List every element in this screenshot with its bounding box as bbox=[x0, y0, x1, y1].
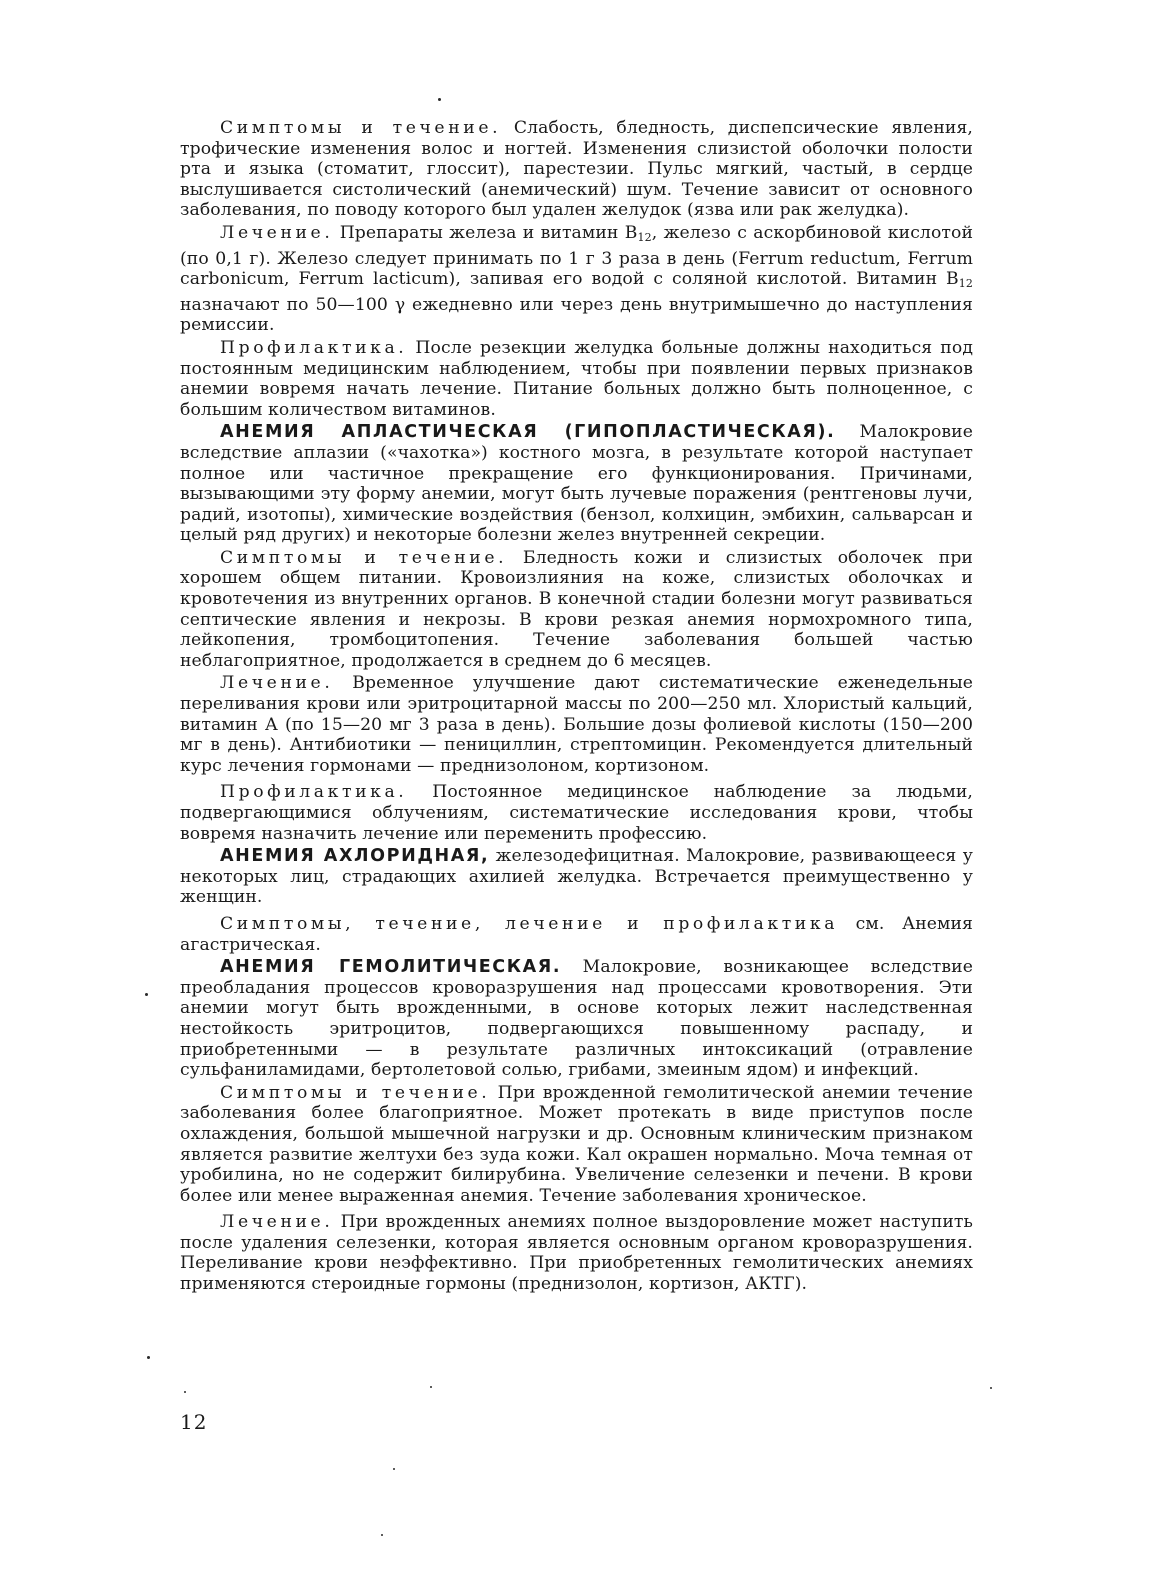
paragraph-symptoms-hemolytic bbox=[180, 1083, 973, 1207]
paragraph-lead: Лечение. bbox=[220, 1212, 334, 1233]
paragraph-prophylaxis-agastric bbox=[180, 338, 973, 420]
entry-heading: АНЕМИЯ ГЕМОЛИТИЧЕСКАЯ. bbox=[220, 957, 562, 978]
scan-speck bbox=[990, 1387, 992, 1389]
paragraph-body: Слабость, бледность, диспепсические явления, трофические изменения волос и ногтей. Изменения слизистой оболочки полости рта и языка (стоматит, глоссит), парестезии. Пульс мягкий, частый, в сердце выслушивается систолический (анемический) шум. Течение зависит от основного заболевания, по поводу которого был удален желудок (язва или рак желудка). bbox=[180, 118, 973, 221]
paragraph-body: , железо с аскорбиновой кислотой (по 0,1 г). Железо следует принимать по 1 г 3 раза в день (Ferrum reductum, Ferrum carbonicum, Ferrum lacticum), запивая его водой с соляной кислотой. Витамин B bbox=[180, 222, 974, 290]
subscript: 12 bbox=[637, 230, 652, 244]
paragraph-see-also-achloric bbox=[180, 914, 973, 955]
paragraph-body: назначают по 50—100 γ ежедневно или через день внутримышечно до наступления ремиссии. bbox=[180, 294, 973, 336]
scan-speck bbox=[147, 1356, 150, 1359]
paragraph-body: Препараты железа и витамин B bbox=[333, 222, 638, 243]
scan-speck bbox=[381, 1534, 383, 1536]
paragraph-body: Постоянное медицинское наблюдение за людьми, подвергающимися облучениям, систематические исследования крови, чтобы вовремя назначить лечение или переменить профессию. bbox=[180, 782, 973, 844]
paragraph-treatment-aplastic bbox=[180, 673, 973, 776]
paragraph-treatment-agastric bbox=[180, 223, 973, 336]
paragraph-lead: Профилактика. bbox=[220, 782, 408, 803]
paragraph-symptoms-aplastic bbox=[180, 548, 973, 672]
paragraph-lead: Симптомы и течение. bbox=[220, 547, 508, 568]
paragraph-lead: Лечение. bbox=[220, 222, 334, 243]
paragraph-body: Бледность кожи и слизистых оболочек при хорошем общем питании. Кровоизлияния на коже, слизистых оболочках и кровотечения из внутренних органов. В конечной стадии болезни могут развиваться септические явления и некрозы. В крови резкая анемия нормохромного типа, лейкопения, тромбоцитопения. Течение заболевания большей частью неблагоприятное, продолжается в среднем до 6 месяцев. bbox=[180, 547, 973, 671]
paragraph-lead: Лечение. bbox=[220, 673, 334, 694]
entry-hemolytic-anemia bbox=[180, 957, 973, 1081]
subscript: 12 bbox=[958, 277, 973, 291]
entry-heading: АНЕМИЯ АХЛОРИДНАЯ, bbox=[220, 846, 490, 867]
paragraph-treatment-hemolytic bbox=[180, 1212, 973, 1294]
paragraph-lead: Профилактика. bbox=[220, 337, 408, 358]
paragraph-symptoms-agastric bbox=[180, 118, 973, 221]
paragraph-body: При врожденных анемиях полное выздоровление может наступить после удаления селезенки, которая является основным органом кроворазрушения. Переливание крови неэффективно. При приобретенных гемолитических анемиях применяются стероидные гормоны (преднизолон, кортизон, АКТГ). bbox=[180, 1212, 973, 1295]
entry-aplastic-anemia bbox=[180, 422, 973, 546]
scan-speck bbox=[145, 993, 148, 996]
scan-speck bbox=[430, 1386, 432, 1388]
entry-achloric-anemia bbox=[180, 846, 973, 908]
paragraph-body: При врожденной гемолитической анемии течение заболевания более благоприятное. Может протекать в виде приступов после охлаждения, большой мышечной нагрузки и др. Основным клиническим признаком является развитие желтухи без зуда кожи. Кал окрашен нормально. Моча темная от уробилина, но не содержит билирубина. Увеличение селезенки и печени. В крови более или менее выраженная анемия. Течение заболевания хроническое. bbox=[180, 1082, 973, 1206]
paragraph-lead: Симптомы и течение. bbox=[220, 118, 502, 138]
page-number: 12 bbox=[180, 1410, 208, 1434]
entry-heading: АНЕМИЯ АПЛАСТИЧЕСКАЯ (ГИПОПЛАСТИЧЕСКАЯ). bbox=[220, 422, 836, 443]
paragraph-lead: Симптомы, течение, лечение и профилактика bbox=[220, 913, 839, 934]
scan-speck bbox=[184, 1391, 186, 1393]
paragraph-lead: Симптомы и течение. bbox=[220, 1082, 491, 1103]
text-column bbox=[180, 118, 973, 1297]
paragraph-prophylaxis-aplastic bbox=[180, 782, 973, 844]
paragraph-body: Временное улучшение дают систематические еженедельные переливания крови или эритроцитарной массы по 200—250 мл. Хлористый кальций, витамин А (по 15—20 мг 3 раза в день). Большие дозы фолиевой кислоты (150—200 мг в день). Антибиотики — пенициллин, стрептомицин. Рекомендуется длительный курс лечения гормонами — преднизолоном, кортизоном. bbox=[180, 673, 973, 776]
paragraph-body: железодефицитная. Малокровие, развивающееся у некоторых лиц, страдающих ахилией желудка. Встречается преимущественно у женщин. bbox=[180, 846, 973, 908]
paragraph-body: Малокровие, возникающее вследствие преобладания процессов кроворазрушения над процессами кровотворения. Эти анемии могут быть врожденными, в основе которых лежит наследственная нестойкость эритроцитов, подвергающихся повышенному распаду, и приобретенными — в результате различных интоксикаций (отравление сульфаниламидами, бертолетовой солью, грибами, змеиным ядом) и инфекций. bbox=[180, 957, 974, 1081]
paragraph-body: см. Анемия агастрическая. bbox=[180, 913, 973, 955]
scan-speck bbox=[393, 1468, 395, 1470]
paragraph-body: Малокровие вследствие аплазии («чахотка») костного мозга, в результате которой наступает полное или частичное прекращение его функционирования. Причинами, вызывающими эту форму анемии, могут быть лучевые поражения (рентгеновы лучи, радий, изотопы), химические воздействия (бензол, колхицин, эмбихин, сальварсан и целый ряд других) и некоторые болезни желез внутренней секреции. bbox=[180, 422, 974, 546]
paragraph-body: После резекции желудка больные должны находиться под постоянным медицинским наблюдением, чтобы при появлении первых признаков анемии вовремя начать лечение. Питание больных должно быть полноценное, с большим количеством витаминов. bbox=[180, 337, 973, 420]
scan-speck bbox=[438, 98, 441, 101]
